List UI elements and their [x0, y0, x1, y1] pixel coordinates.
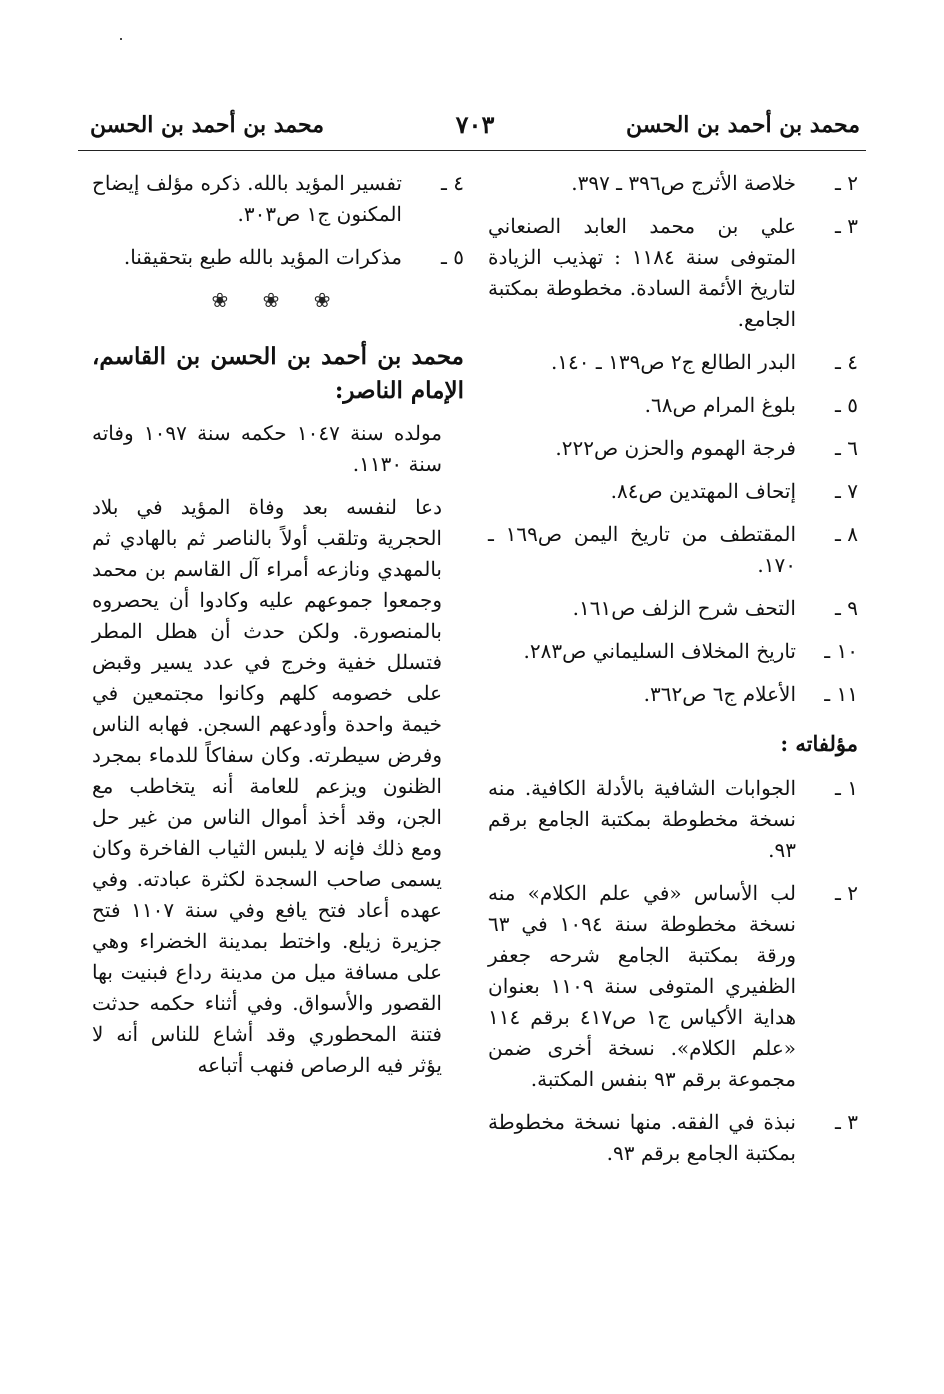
list-item — [488, 211, 858, 335]
item-number: ٩ ـ — [835, 596, 858, 620]
list-item — [488, 168, 858, 199]
item-number: ٤ ـ — [835, 350, 858, 374]
item-text: المقتطف من تاريخ اليمن ص١٦٩ ـ ١٧٠. — [488, 522, 796, 577]
item-number: ٥ ـ — [441, 245, 464, 269]
list-item — [488, 433, 858, 464]
item-number: ٧ ـ — [835, 479, 858, 503]
item-text: بلوغ المرام ص٦٨. — [644, 393, 796, 417]
item-text: إتحاف المهتدين ص٨٤. — [610, 479, 796, 503]
header-title-left: محمد بن أحمد بن الحسن — [90, 112, 324, 138]
item-text: تفسير المؤيد بالله. ذكره مؤلف إيضاح المكنون ج١ ص٣٠٣. — [92, 171, 402, 226]
item-text: فرجة الهموم والحزن ص٢٢٢. — [555, 436, 796, 460]
header-rule — [78, 150, 866, 151]
list-item — [488, 773, 858, 866]
item-text: مذكرات المؤيد بالله طبع بتحقيقنا. — [123, 245, 402, 269]
item-number: ١ ـ — [835, 776, 858, 800]
works-list-continued — [92, 168, 464, 273]
header-title-right: محمد بن أحمد بن الحسن — [626, 112, 860, 138]
right-column — [488, 168, 858, 1181]
item-text: خلاصة الأثرج ص٣٩٦ ـ ٣٩٧. — [571, 171, 796, 195]
item-number: ٢ ـ — [835, 881, 858, 905]
list-item — [488, 390, 858, 421]
biography-paragraph: دعا لنفسه بعد وفاة المؤيد في بلاد الحجرية وتلقب أولاً بالناصر ثم بالهادي ثم بالمهدي ونازعه أمراء آل القاسم بن محمد وجمعوا جموعهم عليه وكادوا أن يحصروه بالمنصورة. ولكن حدث أن هطل المطر فتسلل خفية وخرج في عدد يسير وقبض على خصومه كلهم وكانوا مجتمعين في خيمة واحدة وأودعهم السجن. فهابه الناس وفرض سيطرته. وكان سفاكاً للدماء بمجرد الظنون ويزعم للعامة أنه يتخاطب مع الجن، وقد أخذ أموال الناس من غير حل ومع ذلك فإنه لا يلبس الثياب الفاخرة وكان يسمى صاحب السجدة لكثرة عبادته. وفي عهده أعاد فتح يافع وفي سنة ١١٠٧ فتح جزيرة زيلع. واختط بمدينة الخضراء وهي على مسافة ميل من مدينة رداع فبنيت بها القصور والأسواق. وفي أثناء حكمه حدثت فتنة المحطوري وقد أشاع للناس أنه لا يؤثر فيه الرصاص فنهب أتباعه — [92, 495, 442, 1077]
item-number: ٤ ـ — [441, 171, 464, 195]
works-heading: مؤلفاته : — [780, 731, 858, 756]
item-text: الأعلام ج٦ ص٣٦٢. — [643, 682, 796, 706]
item-number: ٣ ـ — [835, 214, 858, 238]
item-text: الجوابات الشافية بالأدلة الكافية. منه نسخة مخطوطة بمكتبة الجامع برقم ٩٣. — [488, 776, 796, 862]
item-text: البدر الطالع ج٢ ص١٣٩ ـ ١٤٠. — [550, 350, 796, 374]
item-number: ١٠ ـ — [824, 639, 858, 663]
item-text: تاريخ المخلاف السليماني ص٢٨٣. — [523, 639, 796, 663]
list-item — [488, 679, 858, 710]
list-item — [488, 636, 858, 667]
item-number: ٣ ـ — [835, 1110, 858, 1134]
item-number: ٦ ـ — [835, 436, 858, 460]
item-number: ٢ ـ — [835, 171, 858, 195]
page-number: ٧٠٣ — [455, 110, 495, 139]
works-list — [488, 773, 858, 1169]
list-item — [92, 242, 464, 273]
item-text: التحف شرح الزلف ص١٦١. — [572, 596, 796, 620]
entry-title: محمد بن أحمد بن الحسن بن القاسم، الإمام الناصر: — [92, 343, 464, 404]
sources-list — [488, 168, 858, 710]
item-number: ٥ ـ — [835, 393, 858, 417]
item-text: نبذة في الفقه. منها نسخة مخطوطة بمكتبة الجامع برقم ٩٣. — [488, 1110, 796, 1165]
item-number: ٨ ـ — [835, 522, 858, 546]
list-item — [488, 519, 858, 581]
list-item — [488, 878, 858, 1095]
list-item — [488, 476, 858, 507]
item-number: ١١ ـ — [824, 682, 858, 706]
list-item — [488, 593, 858, 624]
running-header — [90, 112, 860, 152]
list-item — [488, 347, 858, 378]
dates-paragraph: مولده سنة ١٠٤٧ حكمه سنة ١٠٩٧ وفاته سنة ١١٣٠. — [92, 421, 442, 476]
list-item — [488, 1107, 858, 1169]
item-text: لب الأساس «في علم الكلام» منه نسخة مخطوطة سنة ١٠٩٤ في ٦٣ ورقة بمكتبة الجامع شرحه جعفر الظفيري المتوفى سنة ١١٠٩ بعنوان هداية الأكياس ج١ ص٤١٧ برقم ١١٤ «علم الكلام». نسخة أخرى ضمن مجموعة برقم ٩٣ بنفس المكتبة. — [488, 881, 797, 1091]
left-column — [92, 168, 464, 1093]
list-item — [92, 168, 464, 230]
item-text: علي بن محمد العابد الصنعاني المتوفى سنة ١١٨٤ : تهذيب الزيادة لتاريخ الأئمة السادة. مخطوطة بمكتبة الجامع. — [488, 214, 797, 331]
flower-ornaments-icon: ❀ ❀ ❀ — [211, 288, 345, 312]
scan-speck — [120, 38, 122, 40]
